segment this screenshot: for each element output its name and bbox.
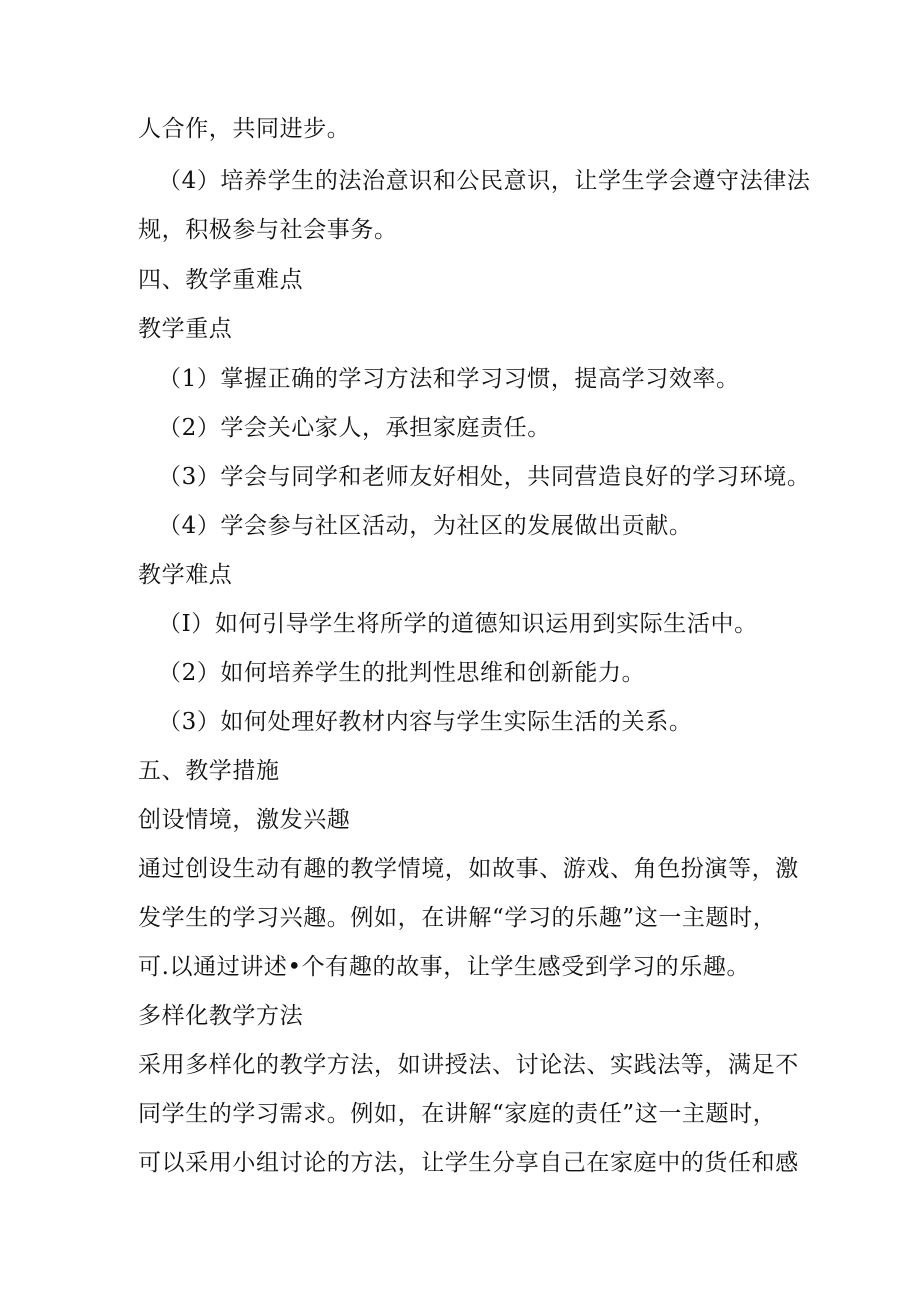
paragraph-line: 发学生的学习兴趣。例如，在讲解“学习的乐趣”这一主题时， <box>138 905 777 931</box>
list-item: （3）学会与同学和老师友好相处，共同营造良好的学习环境。 <box>158 464 811 490</box>
list-item: （I）如何引导学生将所学的道德知识运用到实际生活中。 <box>158 611 758 637</box>
paragraph-line: 人合作，共同进步。 <box>138 116 351 142</box>
paragraph-line: 可以采用小组讨论的方法，让学生分享自己在家庭中的货任和感 <box>138 1150 799 1176</box>
section-heading: 四、教学重难点 <box>138 267 304 293</box>
list-item: （4）培养学生的法治意识和公民意识，让学生学会遵守法律法 <box>158 168 811 194</box>
list-item: （1）掌握正确的学习方法和学习习惯，提高学习效率。 <box>158 366 740 392</box>
subsection-heading: 教学重点 <box>138 316 233 342</box>
paragraph-line: 同学生的学习需求。例如，在讲解“家庭的责任”这一主题时， <box>138 1101 777 1127</box>
subsection-heading: 创设情境，激发兴趣 <box>138 807 351 833</box>
subsection-heading: 多样化教学方法 <box>138 1003 304 1029</box>
paragraph-line: 可.以通过讲述•个有趣的故事，让学生感受到学习的乐趣。 <box>138 954 751 980</box>
paragraph-line: 规，积极参与社会事务。 <box>138 217 398 243</box>
paragraph-line: 通过创设生动有趣的教学情境，如故事、游戏、角色扮演等，激 <box>138 856 799 882</box>
list-item: （4）学会参与社区活动，为社区的发展做出贡献。 <box>158 513 693 539</box>
list-item: （2）如何培养学生的批判性思维和创新能力。 <box>158 660 646 686</box>
subsection-heading: 教学难点 <box>138 562 233 588</box>
paragraph-line: 采用多样化的教学方法，如讲授法、讨论法、实践法等，满足不 <box>138 1052 799 1078</box>
list-item: （3）如何处理好教材内容与学生实际生活的关系。 <box>158 709 693 735</box>
list-item: （2）学会关心家人，承担家庭责任。 <box>158 415 551 441</box>
section-heading: 五、教学措施 <box>138 758 280 784</box>
